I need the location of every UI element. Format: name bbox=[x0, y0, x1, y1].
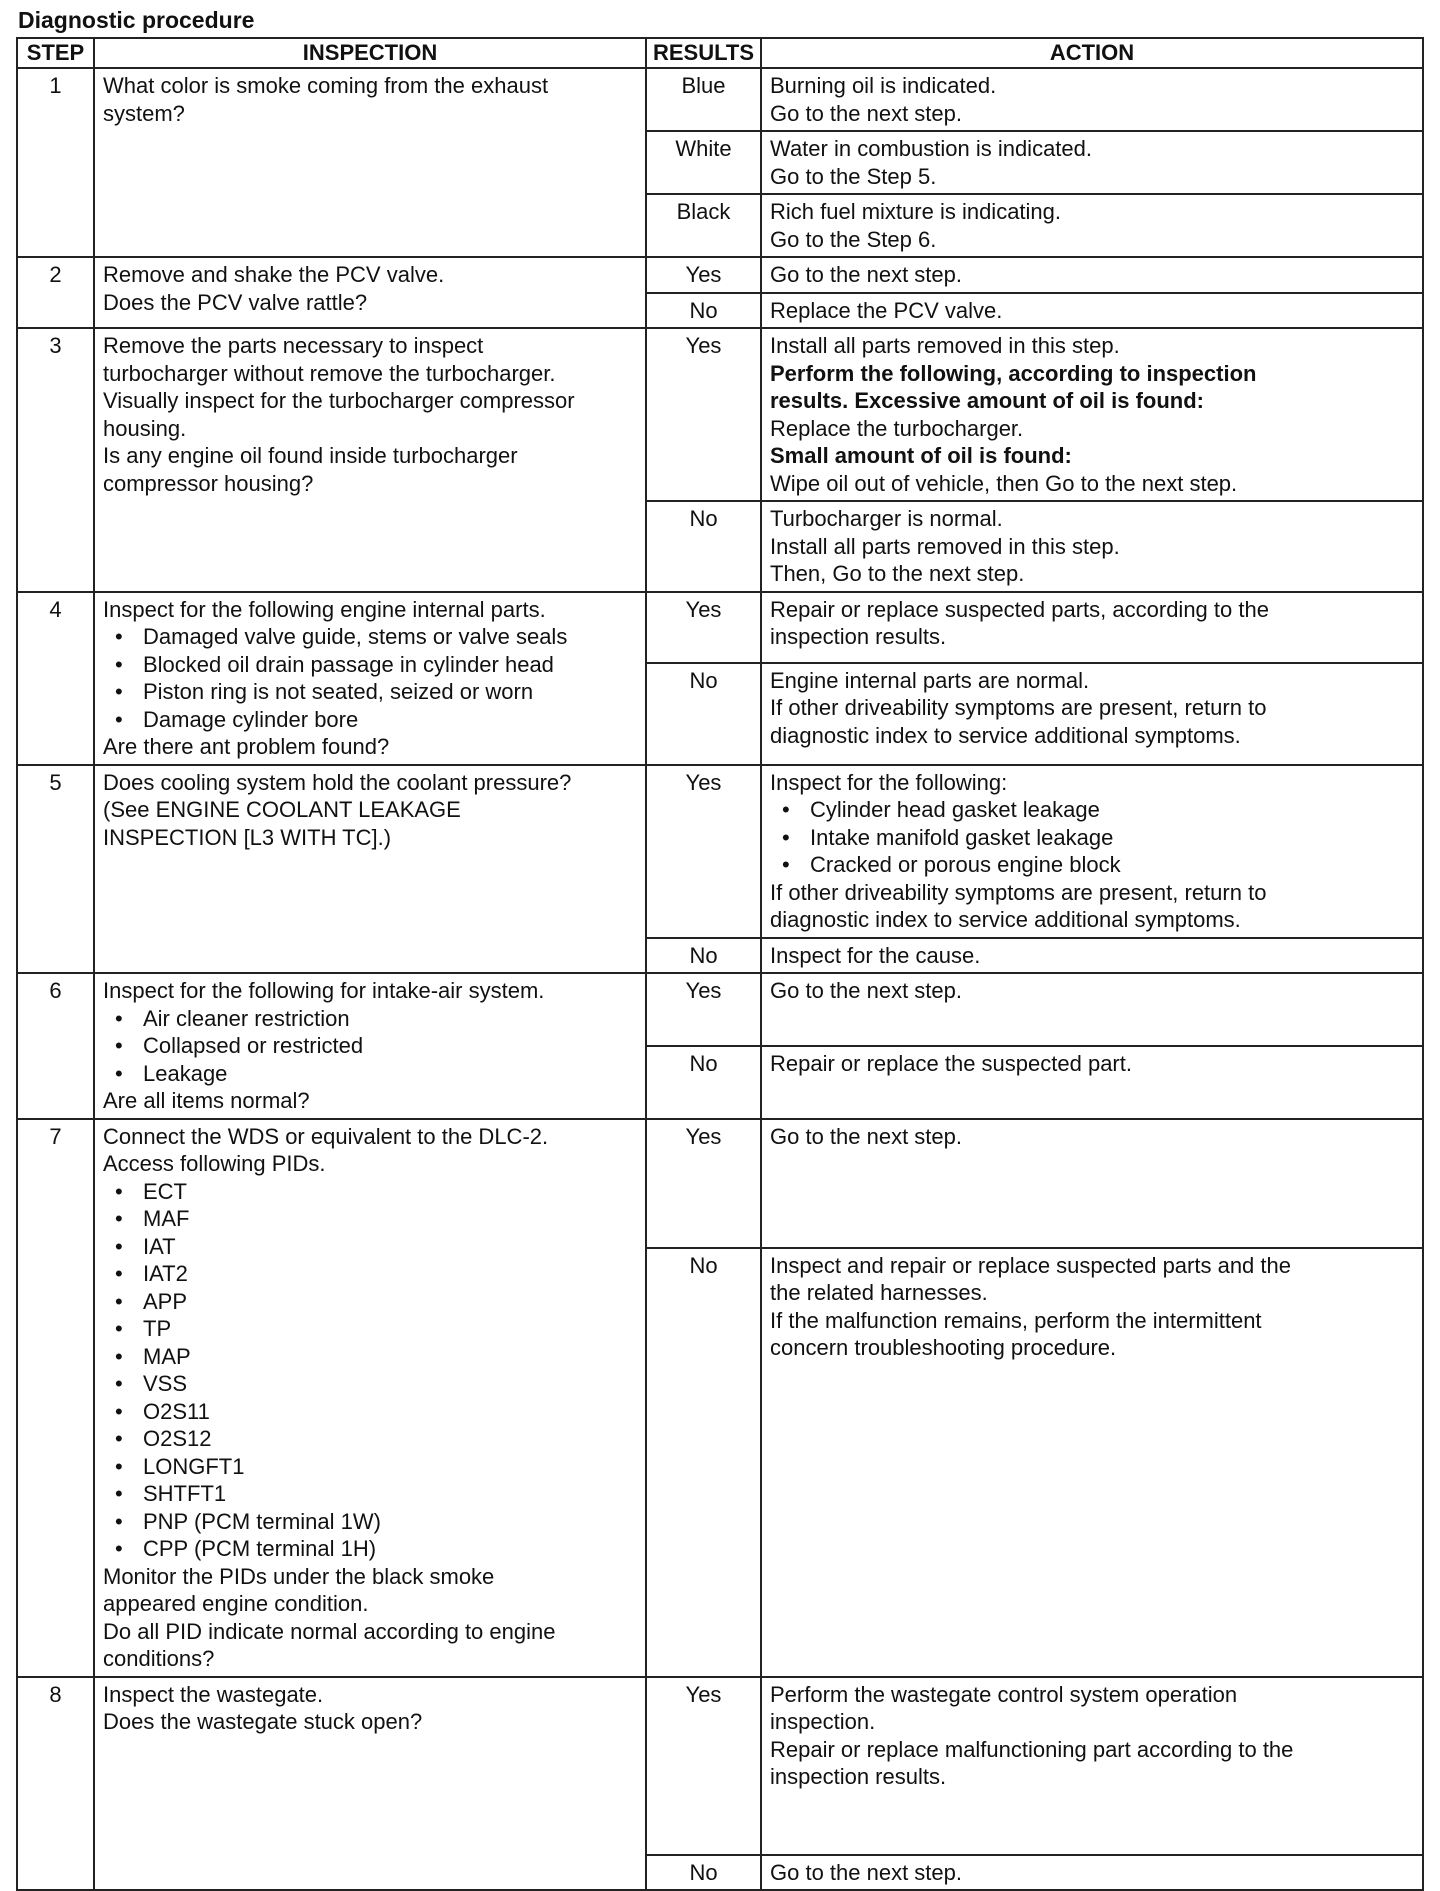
action-line: If other driveability symptoms are present, return to bbox=[770, 879, 1267, 905]
action-line: the related harnesses. bbox=[770, 1280, 988, 1306]
result-cell: No bbox=[646, 1855, 761, 1891]
inspection-line: Are there ant problem found? bbox=[103, 734, 390, 759]
action-line: Water in combustion is indicated. bbox=[770, 136, 1092, 161]
inspection-cell bbox=[94, 1677, 646, 1891]
result-cell: Yes bbox=[646, 592, 761, 663]
result-cell: Yes bbox=[646, 328, 761, 501]
action-cell bbox=[761, 1677, 1423, 1855]
list-item: • Blocked oil drain passage in cylinder head bbox=[103, 651, 637, 679]
step-number: 2 bbox=[17, 257, 94, 328]
list-item: • APP bbox=[103, 1288, 637, 1316]
action-line-bold: Perform the following, according to inspection bbox=[770, 360, 1257, 386]
action-bullet-list bbox=[770, 796, 1414, 879]
action-line: Turbocharger is normal. bbox=[770, 506, 1003, 531]
header-results: RESULTS bbox=[646, 38, 761, 68]
header-step: STEP bbox=[17, 38, 94, 68]
result-cell: No bbox=[646, 938, 761, 974]
step-number: 6 bbox=[17, 973, 94, 1119]
inspection-bullet-list bbox=[103, 1005, 637, 1088]
inspection-line: Inspect for the following for intake-air system. bbox=[103, 978, 545, 1003]
diagnostic-table bbox=[16, 37, 1424, 1891]
list-item: • Air cleaner restriction bbox=[103, 1005, 637, 1033]
inspection-line: Remove the parts necessary to inspect bbox=[103, 333, 484, 358]
action-line: Go to the next step. bbox=[770, 100, 963, 126]
result-cell: White bbox=[646, 131, 761, 194]
list-item: • Collapsed or restricted bbox=[103, 1032, 637, 1060]
list-item: • CPP (PCM terminal 1H) bbox=[103, 1535, 637, 1563]
list-item: • Intake manifold gasket leakage bbox=[770, 824, 1414, 852]
result-cell: No bbox=[646, 501, 761, 592]
result-cell: Yes bbox=[646, 1119, 761, 1248]
action-line-bold: results. Excessive amount of oil is found: bbox=[770, 388, 1204, 413]
action-line: Go to the Step 6. bbox=[770, 226, 937, 252]
inspection-line: Monitor the PIDs under the black smoke bbox=[103, 1563, 495, 1589]
step-number: 1 bbox=[17, 68, 94, 257]
action-line: If the malfunction remains, perform the intermittent bbox=[770, 1307, 1262, 1333]
inspection-line: Access following PIDs. bbox=[103, 1151, 326, 1176]
table-row bbox=[17, 257, 1423, 293]
action-line: Burning oil is indicated. bbox=[770, 73, 997, 98]
inspection-line: Does the PCV valve rattle? bbox=[103, 289, 368, 315]
inspection-line: INSPECTION [L3 WITH TC].) bbox=[103, 824, 392, 850]
result-cell: Black bbox=[646, 194, 761, 257]
list-item: • Leakage bbox=[103, 1060, 637, 1088]
header-inspection: INSPECTION bbox=[94, 38, 646, 68]
action-cell bbox=[761, 68, 1423, 131]
list-item: • VSS bbox=[103, 1370, 637, 1398]
action-cell bbox=[761, 592, 1423, 663]
result-cell: Yes bbox=[646, 973, 761, 1046]
action-line: Perform the wastegate control system operation bbox=[770, 1681, 1238, 1707]
inspection-line: turbocharger without remove the turbocharger. bbox=[103, 360, 556, 386]
action-line: Wipe oil out of vehicle, then Go to the next step. bbox=[770, 470, 1238, 496]
inspection-cell bbox=[94, 257, 646, 328]
list-item: • MAF bbox=[103, 1205, 637, 1233]
inspection-line: Inspect the wastegate. bbox=[103, 1681, 324, 1707]
list-item: • Piston ring is not seated, seized or worn bbox=[103, 678, 637, 706]
step-number: 7 bbox=[17, 1119, 94, 1677]
step-number: 8 bbox=[17, 1677, 94, 1891]
list-item: • IAT bbox=[103, 1233, 637, 1261]
list-item: • MAP bbox=[103, 1343, 637, 1371]
action-cell bbox=[761, 1248, 1423, 1677]
list-item: • Damaged valve guide, stems or valve seals bbox=[103, 623, 637, 651]
action-line: inspection results. bbox=[770, 1764, 947, 1789]
inspection-line: Are all items normal? bbox=[103, 1088, 310, 1113]
inspection-line: Connect the WDS or equivalent to the DLC-2. bbox=[103, 1123, 549, 1149]
table-row bbox=[17, 68, 1423, 131]
list-item: • TP bbox=[103, 1315, 637, 1343]
step-number: 3 bbox=[17, 328, 94, 592]
action-cell: Go to the next step. bbox=[761, 1119, 1423, 1248]
action-line-bold: Small amount of oil is found: bbox=[770, 443, 1072, 468]
inspection-line: conditions? bbox=[103, 1646, 215, 1671]
action-line: Inspect and repair or replace suspected parts and the bbox=[770, 1252, 1291, 1278]
header-action: ACTION bbox=[761, 38, 1423, 68]
result-cell: Yes bbox=[646, 257, 761, 293]
table-row bbox=[17, 1677, 1423, 1855]
inspection-line: Inspect for the following engine internal parts. bbox=[103, 596, 546, 622]
inspection-line: What color is smoke coming from the exhaust bbox=[103, 73, 549, 98]
header-row bbox=[17, 38, 1423, 68]
result-cell: No bbox=[646, 1046, 761, 1119]
action-cell bbox=[761, 328, 1423, 501]
action-cell: Go to the next step. bbox=[761, 257, 1423, 293]
action-line: Inspect for the following: bbox=[770, 769, 1008, 795]
action-line: Repair or replace suspected parts, according to the bbox=[770, 596, 1269, 622]
pid-bullet-list bbox=[103, 1178, 637, 1563]
action-line: If other driveability symptoms are present, return to bbox=[770, 695, 1267, 720]
action-cell: Repair or replace the suspected part. bbox=[761, 1046, 1423, 1119]
action-cell: Inspect for the cause. bbox=[761, 938, 1423, 974]
result-cell: No bbox=[646, 663, 761, 765]
result-cell: Blue bbox=[646, 68, 761, 131]
result-cell: Yes bbox=[646, 1677, 761, 1855]
inspection-line: housing. bbox=[103, 415, 187, 441]
list-item: • Cylinder head gasket leakage bbox=[770, 796, 1414, 824]
inspection-cell bbox=[94, 1119, 646, 1677]
inspection-line: (See ENGINE COOLANT LEAKAGE bbox=[103, 797, 461, 822]
table-row bbox=[17, 1119, 1423, 1248]
action-cell bbox=[761, 194, 1423, 257]
action-line: Install all parts removed in this step. bbox=[770, 533, 1120, 559]
inspection-line: Visually inspect for the turbocharger compressor bbox=[103, 388, 575, 413]
action-cell bbox=[761, 501, 1423, 592]
inspection-line: system? bbox=[103, 100, 185, 126]
action-cell bbox=[761, 663, 1423, 765]
inspection-bullet-list bbox=[103, 623, 637, 733]
action-line: Go to the Step 5. bbox=[770, 163, 937, 189]
list-item: • O2S11 bbox=[103, 1398, 637, 1426]
inspection-cell bbox=[94, 592, 646, 765]
inspection-cell bbox=[94, 328, 646, 592]
list-item: • PNP (PCM terminal 1W) bbox=[103, 1508, 637, 1536]
action-cell: Go to the next step. bbox=[761, 973, 1423, 1046]
inspection-cell bbox=[94, 68, 646, 257]
action-line: Repair or replace malfunctioning part according to the bbox=[770, 1736, 1294, 1762]
result-cell: Yes bbox=[646, 765, 761, 938]
step-number: 5 bbox=[17, 765, 94, 974]
list-item: • LONGFT1 bbox=[103, 1453, 637, 1481]
inspection-line: Does the wastegate stuck open? bbox=[103, 1709, 423, 1734]
result-cell: No bbox=[646, 293, 761, 329]
inspection-line: appeared engine condition. bbox=[103, 1591, 369, 1616]
action-line: diagnostic index to service additional symptoms. bbox=[770, 722, 1241, 748]
action-line: Rich fuel mixture is indicating. bbox=[770, 199, 1062, 224]
table-row bbox=[17, 973, 1423, 1046]
action-cell bbox=[761, 131, 1423, 194]
action-line: Replace the turbocharger. bbox=[770, 415, 1024, 441]
action-cell bbox=[761, 765, 1423, 938]
table-row bbox=[17, 765, 1423, 938]
step-number: 4 bbox=[17, 592, 94, 765]
list-item: • Damage cylinder bore bbox=[103, 706, 637, 734]
inspection-line: Is any engine oil found inside turbocharger bbox=[103, 443, 518, 468]
table-row bbox=[17, 328, 1423, 501]
list-item: • ECT bbox=[103, 1178, 637, 1206]
list-item: • IAT2 bbox=[103, 1260, 637, 1288]
inspection-cell bbox=[94, 973, 646, 1119]
action-cell: Go to the next step. bbox=[761, 1855, 1423, 1891]
list-item: • SHTFT1 bbox=[103, 1480, 637, 1508]
inspection-line: Does cooling system hold the coolant pressure? bbox=[103, 769, 572, 795]
action-cell: Replace the PCV valve. bbox=[761, 293, 1423, 329]
action-line: inspection. bbox=[770, 1709, 876, 1734]
list-item: • Cracked or porous engine block bbox=[770, 851, 1414, 879]
inspection-line: Do all PID indicate normal according to engine bbox=[103, 1618, 556, 1644]
result-cell: No bbox=[646, 1248, 761, 1677]
action-line: Engine internal parts are normal. bbox=[770, 667, 1090, 693]
table-row bbox=[17, 592, 1423, 663]
action-line: inspection results. bbox=[770, 624, 947, 649]
action-line: Then, Go to the next step. bbox=[770, 561, 1025, 586]
inspection-line: Remove and shake the PCV valve. bbox=[103, 262, 445, 287]
inspection-cell bbox=[94, 765, 646, 974]
list-item: • O2S12 bbox=[103, 1425, 637, 1453]
action-line: diagnostic index to service additional symptoms. bbox=[770, 907, 1241, 932]
page-title: Diagnostic procedure bbox=[18, 7, 255, 33]
action-line: concern troubleshooting procedure. bbox=[770, 1335, 1117, 1361]
inspection-line: compressor housing? bbox=[103, 470, 314, 496]
action-line: Install all parts removed in this step. bbox=[770, 333, 1120, 358]
